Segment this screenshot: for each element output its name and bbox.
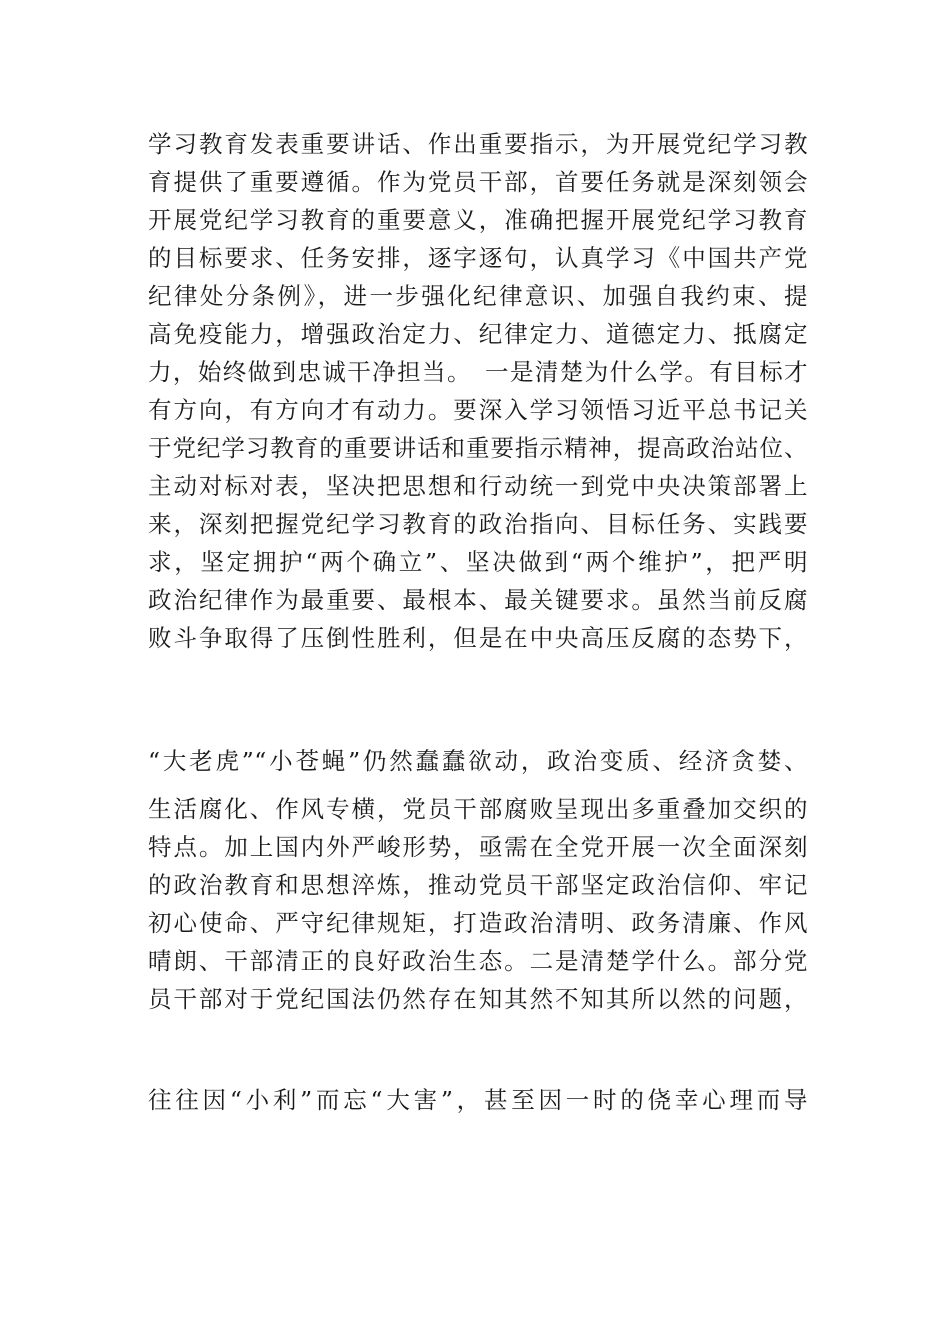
text-line: “大老虎”“小苍蝇”仍然蠢蠢欲动，政治变质、经济贪婪、: [148, 747, 808, 775]
text-line: 纪律处分条例》，进一步强化纪律意识、加强自我约束、提: [148, 282, 808, 310]
text-line: 的政治教育和思想淬炼，推动党员干部坚定政治信仰、牢记: [148, 871, 808, 899]
text-line: 往往因“小利”而忘“大害”，甚至因一时的侥幸心理而导: [148, 1086, 808, 1114]
text-line: 特点。加上国内外严峻形势，亟需在全党开展一次全面深刻: [148, 833, 808, 861]
text-line: 政治纪律作为最重要、最根本、最关键要求。虽然当前反腐: [148, 586, 808, 614]
text-line: 初心使命、严守纪律规矩，打造政治清明、政务清廉、作风: [148, 909, 808, 937]
text-line: 晴朗、干部清正的良好政治生态。二是清楚学什么。部分党: [148, 947, 808, 975]
text-line: 败斗争取得了压倒性胜利，但是在中央高压反腐的态势下，: [148, 624, 808, 652]
text-line: 求，坚定拥护“两个确立”、坚决做到“两个维护”，把严明: [148, 548, 808, 576]
text-line: 学习教育发表重要讲话、作出重要指示，为开展党纪学习教: [148, 130, 808, 158]
body-paragraph-block-3: [148, 790, 808, 1018]
text-line: 开展党纪学习教育的重要意义，准确把握开展党纪学习教育: [148, 206, 808, 234]
text-line: 高免疫能力，增强政治定力、纪律定力、道德定力、抵腐定: [148, 320, 808, 348]
text-line: 的目标要求、任务安排，逐字逐句，认真学习《中国共产党: [148, 244, 808, 272]
body-paragraph-block-1: [148, 125, 808, 657]
text-line: 有方向，有方向才有动力。要深入学习领悟习近平总书记关: [148, 396, 808, 424]
text-line: 生活腐化、作风专横，党员干部腐败呈现出多重叠加交织的: [148, 795, 808, 823]
text-line: 主动对标对表，坚决把思想和行动统一到党中央决策部署上: [148, 472, 808, 500]
text-line: 育提供了重要遵循。作为党员干部，首要任务就是深刻领会: [148, 168, 808, 196]
body-paragraph-block-2: [148, 742, 808, 780]
body-paragraph-block-4: [148, 1081, 808, 1119]
text-line: 员干部对于党纪国法仍然存在知其然不知其所以然的问题，: [148, 985, 808, 1013]
text-line: 于党纪学习教育的重要讲话和重要指示精神，提高政治站位、: [148, 434, 808, 462]
text-line: 来，深刻把握党纪学习教育的政治指向、目标任务、实践要: [148, 510, 808, 538]
text-line: 力，始终做到忠诚干净担当。 一是清楚为什么学。有目标才: [148, 358, 808, 386]
